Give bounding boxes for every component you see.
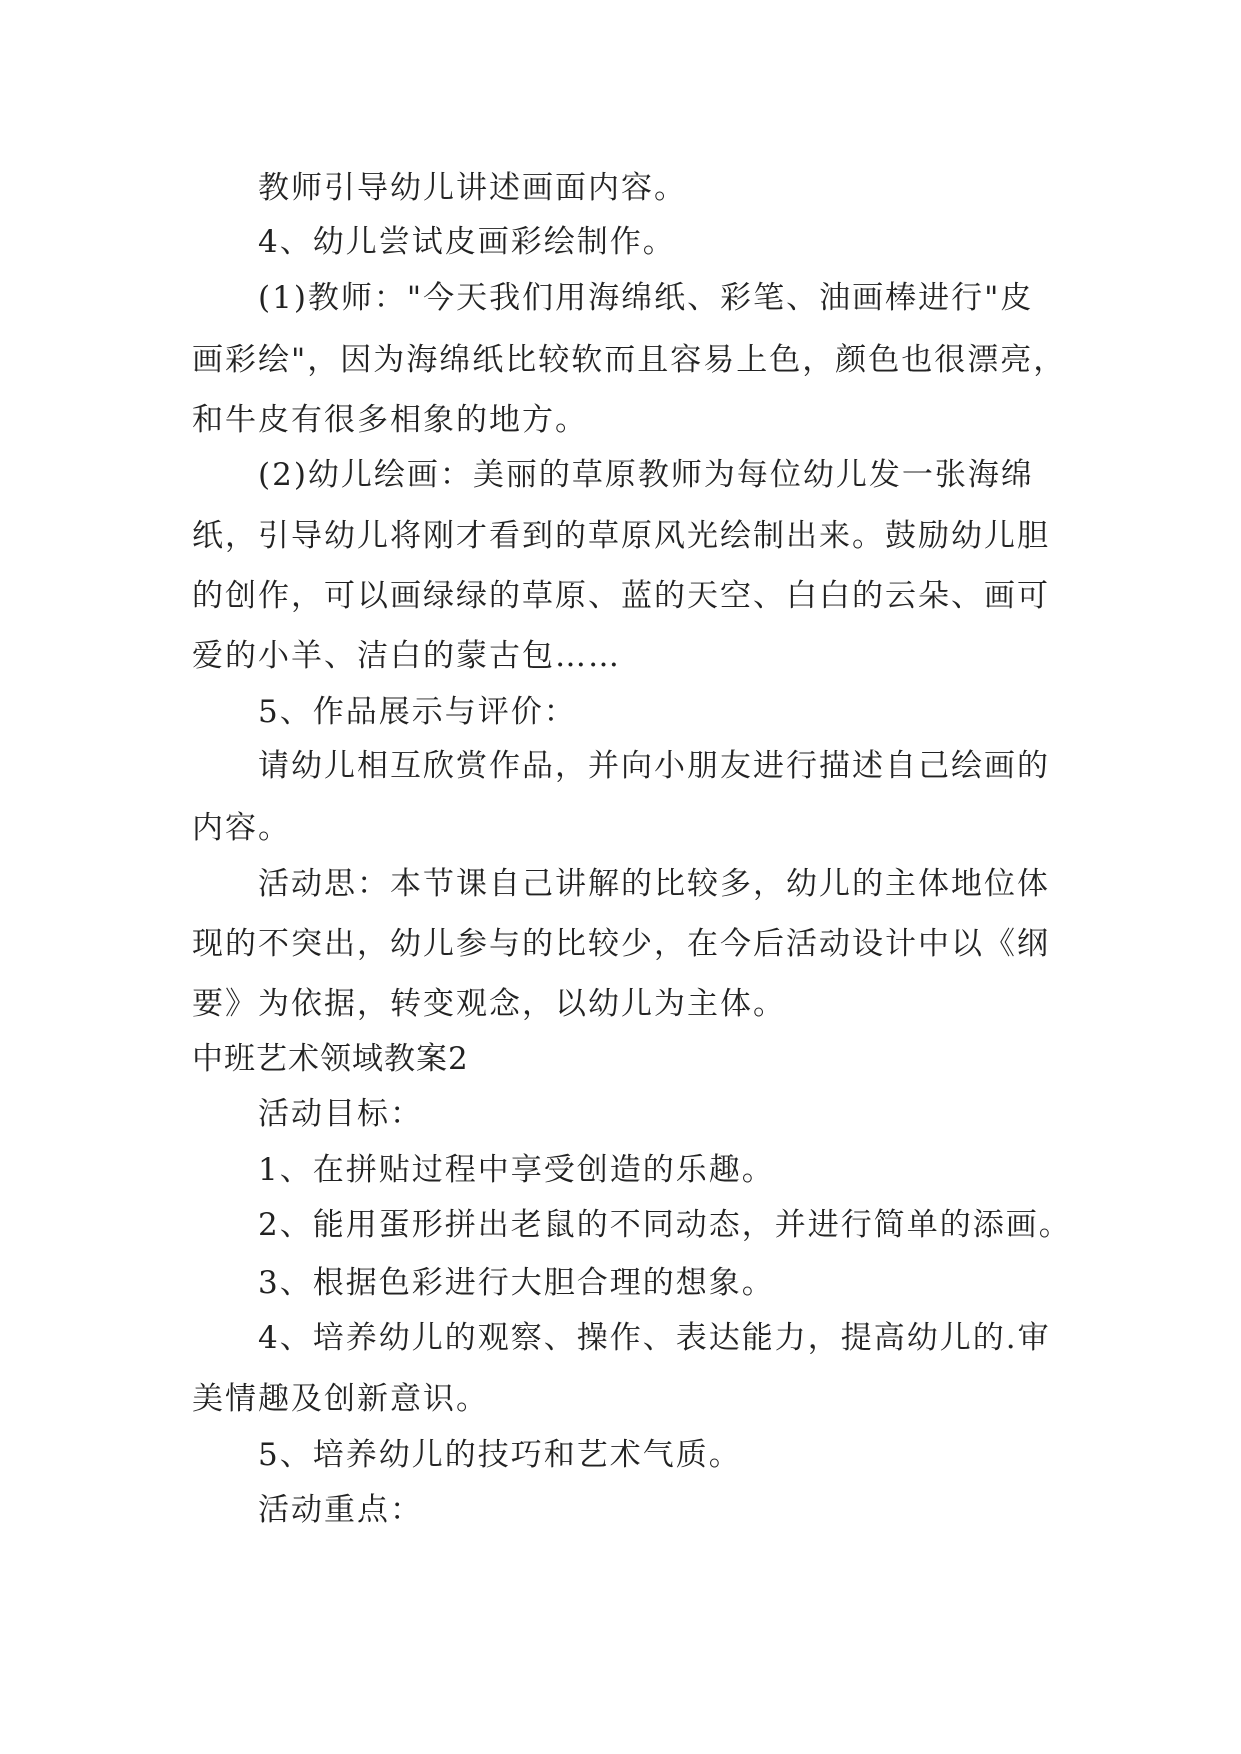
text-line: (1)教师："今天我们用海绵纸、彩笔、油画棒进行"皮 <box>258 280 1034 316</box>
text-line: 现的不突出，幼儿参与的比较少，在今后活动设计中以《纲 <box>192 926 1050 962</box>
text-line: 的创作，可以画绿绿的草原、蓝的天空、白白的云朵、画可 <box>192 578 1050 614</box>
text-line: 要》为依据，转变观念，以幼儿为主体。 <box>192 986 786 1022</box>
text-line: 3、根据色彩进行大胆合理的想象。 <box>258 1265 775 1301</box>
text-line: 5、作品展示与评价： <box>258 694 577 730</box>
text-line: 2、能用蛋形拼出老鼠的不同动态，并进行简单的添画。 <box>258 1207 1072 1243</box>
text-line: (2)幼儿绘画：美丽的草原教师为每位幼儿发一张海绵 <box>258 457 1034 493</box>
text-line: 爱的小羊、洁白的蒙古包…… <box>192 638 621 674</box>
section-heading: 中班艺术领域教案2 <box>192 1041 469 1077</box>
text-line: 和牛皮有很多相象的地方。 <box>192 402 588 438</box>
text-line: 活动思：本节课自己讲解的比较多，幼儿的主体地位体 <box>258 866 1050 902</box>
text-line: 纸，引导幼儿将刚才看到的草原风光绘制出来。鼓励幼儿胆 <box>192 518 1050 554</box>
text-line: 4、幼儿尝试皮画彩绘制作。 <box>258 224 676 260</box>
text-line: 活动重点： <box>258 1492 423 1528</box>
text-line: 教师引导幼儿讲述画面内容。 <box>258 170 687 206</box>
text-line: 美情趣及创新意识。 <box>192 1381 489 1417</box>
text-line: 内容。 <box>192 810 291 846</box>
text-line: 5、培养幼儿的技巧和艺术气质。 <box>258 1437 742 1473</box>
text-line: 4、培养幼儿的观察、操作、表达能力，提高幼儿的.审 <box>258 1320 1051 1356</box>
text-line: 1、在拼贴过程中享受创造的乐趣。 <box>258 1152 775 1188</box>
text-line: 活动目标： <box>258 1096 423 1132</box>
text-line: 请幼儿相互欣赏作品，并向小朋友进行描述自己绘画的 <box>258 748 1050 784</box>
text-line: 画彩绘"，因为海绵纸比较软而且容易上色，颜色也很漂亮， <box>192 342 1067 378</box>
